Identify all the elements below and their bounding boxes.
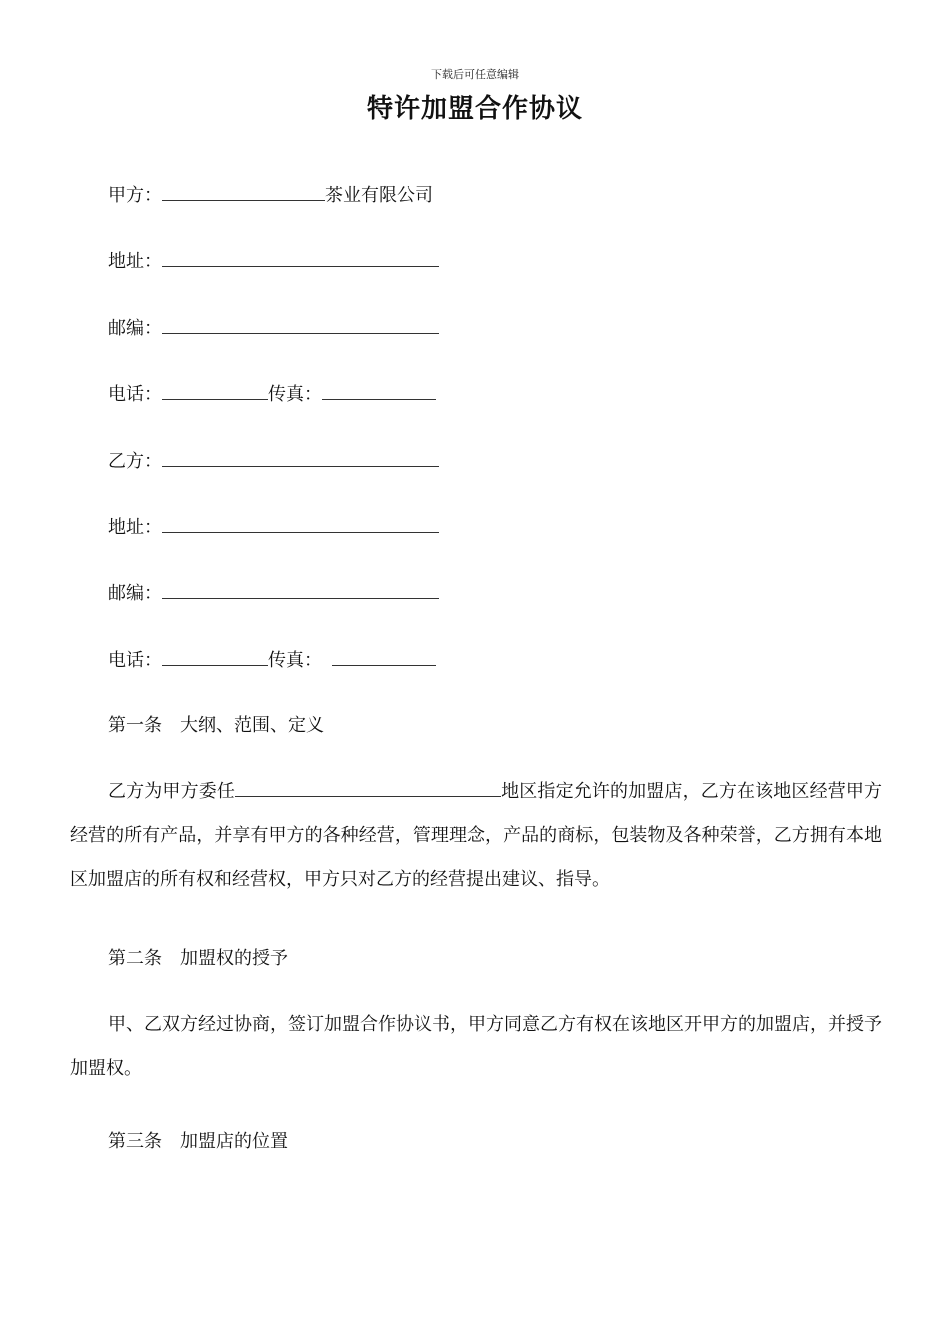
party-b-address-label: 地址： — [108, 517, 162, 538]
header-note: 下载后可任意编辑 — [431, 68, 519, 81]
party-b-name-line — [108, 450, 439, 473]
article-1-body — [70, 770, 882, 902]
article-1-text-after: 地区指定允许的加盟店，乙方在该地区经营甲方经营的所有产品，并享有甲方的各种经营，管理理念，产品的商标，包装物及各种荣誉，乙方拥有本地区加盟店的所有权和经营权，甲方只对乙方的经营提出建议、指导。 — [70, 781, 882, 890]
party-a-name-label: 甲方： — [108, 185, 162, 206]
party-a-phone-label: 电话： — [108, 384, 162, 405]
party-a-phone-blank[interactable] — [162, 383, 268, 400]
article-2-body: 甲、乙双方经过协商，签订加盟合作协议书，甲方同意乙方有权在该地区开甲方的加盟店，并授予加盟权。 — [70, 1014, 882, 1079]
document-title: 特许加盟合作协议 — [366, 94, 583, 124]
article-2-heading: 第二条 加盟权的授予 — [108, 948, 288, 969]
party-a-name-blank[interactable] — [162, 184, 325, 201]
party-a-fax-blank[interactable] — [322, 383, 436, 400]
party-b-phone-label: 电话： — [108, 650, 162, 671]
party-a-name-line — [108, 184, 433, 207]
party-a-phone-line — [108, 383, 436, 406]
party-b-address-blank[interactable] — [162, 516, 439, 533]
article-1-text-before: 乙方为甲方委任 — [108, 781, 235, 802]
party-a-address-line — [108, 250, 439, 273]
article-1-region-blank[interactable] — [235, 780, 501, 797]
party-b-fax-label: 传真： — [268, 650, 322, 671]
party-b-name-label: 乙方： — [108, 451, 162, 472]
party-a-address-blank[interactable] — [162, 250, 439, 267]
party-b-postcode-blank[interactable] — [162, 582, 439, 599]
party-b-postcode-line — [108, 582, 439, 605]
party-b-phone-blank[interactable] — [162, 649, 268, 666]
party-a-postcode-blank[interactable] — [162, 317, 439, 334]
party-a-postcode-line — [108, 317, 439, 340]
party-a-name-suffix: 茶业有限公司 — [325, 185, 433, 206]
party-a-address-label: 地址： — [108, 251, 162, 272]
article-1-heading: 第一条 大纲、范围、定义 — [108, 715, 324, 736]
party-b-address-line — [108, 516, 439, 539]
party-b-name-blank[interactable] — [162, 450, 439, 467]
party-b-postcode-label: 邮编： — [108, 583, 162, 604]
party-a-fax-label: 传真： — [268, 384, 322, 405]
article-3-heading: 第三条 加盟店的位置 — [108, 1131, 288, 1152]
party-b-fax-blank[interactable] — [332, 649, 436, 666]
party-b-phone-line — [108, 649, 436, 672]
party-a-postcode-label: 邮编： — [108, 318, 162, 339]
